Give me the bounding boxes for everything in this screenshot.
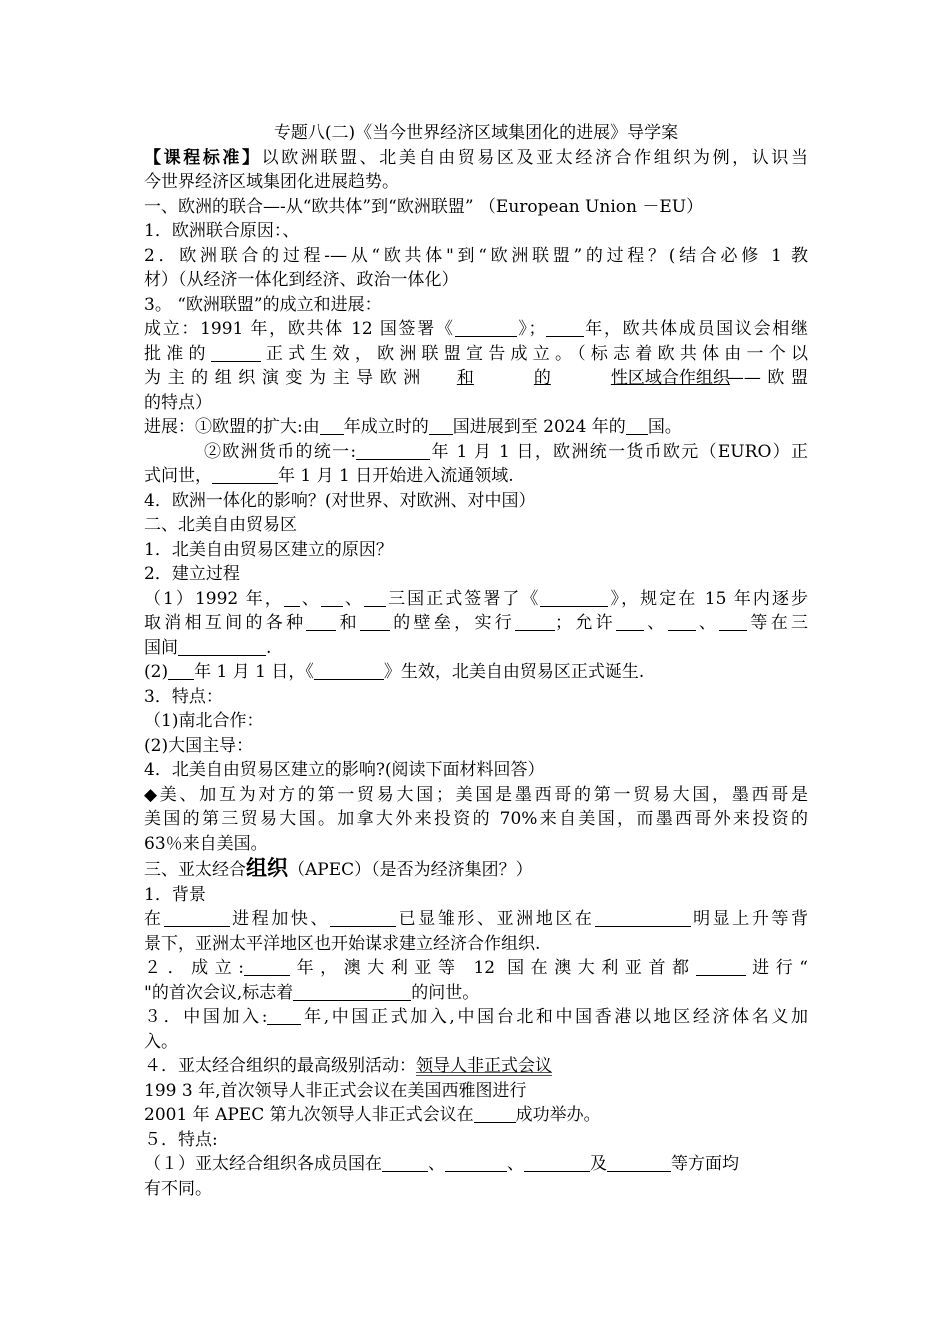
- eu-progress-line-3: 式问世， 年 1 月 1 日开始进入流通领域.: [144, 466, 514, 486]
- fill-blank[interactable]: [429, 417, 453, 435]
- apec-summit-line-3: 2001 年 APEC 第九次领导人非正式会议在 成功举办。: [144, 1105, 601, 1125]
- material-line-1: ◆美、加互为对方的第一贸易大国；美国是墨西哥的第一贸易大国，墨西哥是: [144, 784, 808, 805]
- fill-blank[interactable]: [321, 589, 343, 607]
- material-line-3: 63％来自美国。: [144, 833, 268, 854]
- fill-blank[interactable]: [293, 983, 411, 1001]
- fill-blank[interactable]: [616, 613, 644, 631]
- question-1-2-cont: 材）（从经济一体化到经济、政治一体化）: [144, 270, 459, 290]
- fill-blank[interactable]: [314, 662, 384, 680]
- fill-blank[interactable]: [212, 466, 278, 484]
- eu-progress-line-1: 进展：①欧盟的扩大:由 年成立时的 国进展到至 2024 年的 国。: [144, 417, 682, 437]
- question-2-3: 3．特点：: [144, 686, 223, 707]
- fill-blank[interactable]: [546, 319, 584, 337]
- nafta-process-line-2: 取消相互间的各种 和 的壁垒，实行 ；允许 、 、 等在三: [144, 613, 808, 633]
- fill-blank[interactable]: [364, 589, 386, 607]
- material-line-2: 美国的第三贸易大国。加拿大外来投资的 70%来自美国，而墨西哥外来投资的: [144, 809, 808, 829]
- fill-blank[interactable]: [164, 909, 230, 927]
- fill-blank[interactable]: [284, 589, 300, 607]
- eu-establish-line-4: 的特点）: [144, 392, 212, 413]
- document-title: 专题八(二)《当今世界经济区域集团化的进展》导学案: [273, 123, 679, 143]
- apec-establish-line-1: ２．成立: 年，澳大利亚等 12 国在澳大利亚首都 进行“: [144, 958, 808, 978]
- fill-blank[interactable]: [607, 1154, 671, 1172]
- apec-feature-line-1: （１）亚太经合组织各成员国在 、 、 及 等方面均: [144, 1154, 739, 1174]
- course-standard-line-1: 【课程标准】以欧洲联盟、北美自由贸易区及亚太经济合作组织为例，认识当: [144, 147, 808, 168]
- china-join-line-2: 入。: [144, 1031, 178, 1052]
- fill-blank[interactable]: [267, 1007, 301, 1025]
- fill-blank[interactable]: [382, 1154, 428, 1172]
- apec-summit-line-1: ４．亚太经合组织的最高级别活动：领导人非正式会议: [144, 1056, 552, 1076]
- question-2-4: 4．北美自由贸易区建立的影响?(阅读下面材料回答）: [144, 760, 545, 780]
- fill-blank[interactable]: [719, 613, 747, 631]
- worksheet-page: [144, 121, 808, 1201]
- fill-blank[interactable]: [626, 417, 648, 435]
- fill-blank[interactable]: [356, 442, 430, 460]
- question-3-5: ５．特点:: [144, 1129, 218, 1150]
- china-join-line-1: ３．中国加入: 年,中国正式加入,中国台北和中国香港以地区经济体名义加: [144, 1007, 808, 1027]
- feature-north-south: （1)南北合作：: [144, 711, 264, 731]
- eu-establish-line-3: 为主的组织演变为主导欧洲 和 的 性区域合作组织——欧盟: [144, 366, 808, 391]
- fill-blank[interactable]: [445, 1154, 507, 1172]
- apec-establish-line-2: "的首次会议,标志着 的问世。: [144, 982, 480, 1003]
- section-1-heading: 一、欧洲的联合—-从“欧共体”到“欧洲联盟” （European Union －EU）: [144, 196, 704, 217]
- fill-blank[interactable]: [306, 613, 336, 631]
- fill-blank[interactable]: [330, 909, 396, 927]
- fill-blank[interactable]: [696, 958, 746, 976]
- fill-blank[interactable]: [211, 344, 261, 362]
- feature-major-power: (2)大国主导：: [144, 735, 254, 756]
- apec-summit-line-2: 199 3 年,首次领导人非正式会议在美国西雅图进行: [144, 1080, 527, 1101]
- fill-blank[interactable]: [595, 909, 691, 927]
- section-3-heading: 三、亚太经合组织（APEC）（是否为经济集团？）: [144, 856, 533, 880]
- question-1-3: 3。 “欧洲联盟”的成立和进展：: [144, 294, 382, 315]
- fill-blank[interactable]: [244, 958, 290, 976]
- question-1-2: 2．欧洲联合的过程-—从“欧共体"到“欧洲联盟”的过程？(结合必修 1 教: [144, 245, 808, 266]
- question-1-4: 4．欧洲一体化的影响？(对世界、对欧洲、对中国）: [144, 490, 536, 511]
- nafta-process-line-1: （1）1992 年， 、 、 三国正式签署了《 》，规定在 15 年内逐步: [144, 588, 808, 609]
- eu-progress-line-2: ②欧洲货币的统一: 年 1 月 1 日，欧洲统一货币欧元（EURO）正: [204, 441, 808, 462]
- eu-nature-fill[interactable]: 和 的 性区域合作组织: [456, 368, 730, 388]
- fill-blank[interactable]: [455, 319, 517, 337]
- question-3-1: 1．背景: [144, 884, 206, 905]
- fill-blank[interactable]: [168, 662, 194, 680]
- question-2-2: 2．建立过程: [144, 564, 240, 584]
- apec-background-line-1: 在 进程加快、 已显雏形、亚洲地区在 明显上升等背: [144, 909, 808, 929]
- eu-establish-line-2: 批准的 正式生效，欧洲联盟宣告成立。（标志着欧共体由一个以: [144, 343, 808, 364]
- question-2-1: 1．北美自由贸易区建立的原因？: [144, 539, 393, 560]
- nafta-process-line-4: (2) 年 1 月 1 日，《 》生效，北美自由贸易区正式诞生.: [144, 662, 645, 682]
- fill-blank[interactable]: [524, 1154, 590, 1172]
- fill-blank[interactable]: [474, 1105, 516, 1123]
- fill-blank[interactable]: [178, 638, 266, 656]
- question-1-1: 1．欧洲联合原因：、: [144, 221, 300, 241]
- fill-blank[interactable]: [540, 589, 608, 607]
- course-standard-label: 【课程标准】: [144, 147, 262, 168]
- fill-blank[interactable]: [668, 613, 696, 631]
- section-2-heading: 二、北美自由贸易区: [144, 515, 297, 535]
- fill-blank[interactable]: [320, 417, 344, 435]
- fill-blank[interactable]: [515, 613, 555, 631]
- course-standard-line-2: 今世界经济区域集团化进展趋势。: [144, 172, 399, 192]
- nafta-process-line-3: 国间 .: [144, 637, 272, 658]
- eu-establish-line-1: 成立：1991 年，欧共体 12 国签署《 》； 年，欧共体成员国议会相继: [144, 319, 808, 339]
- apec-background-line-2: 景下，亚洲太平洋地区也开始谋求建立经济合作组织.: [144, 933, 541, 954]
- fill-blank[interactable]: [360, 613, 390, 631]
- apec-feature-line-2: 有不同。: [144, 1178, 212, 1199]
